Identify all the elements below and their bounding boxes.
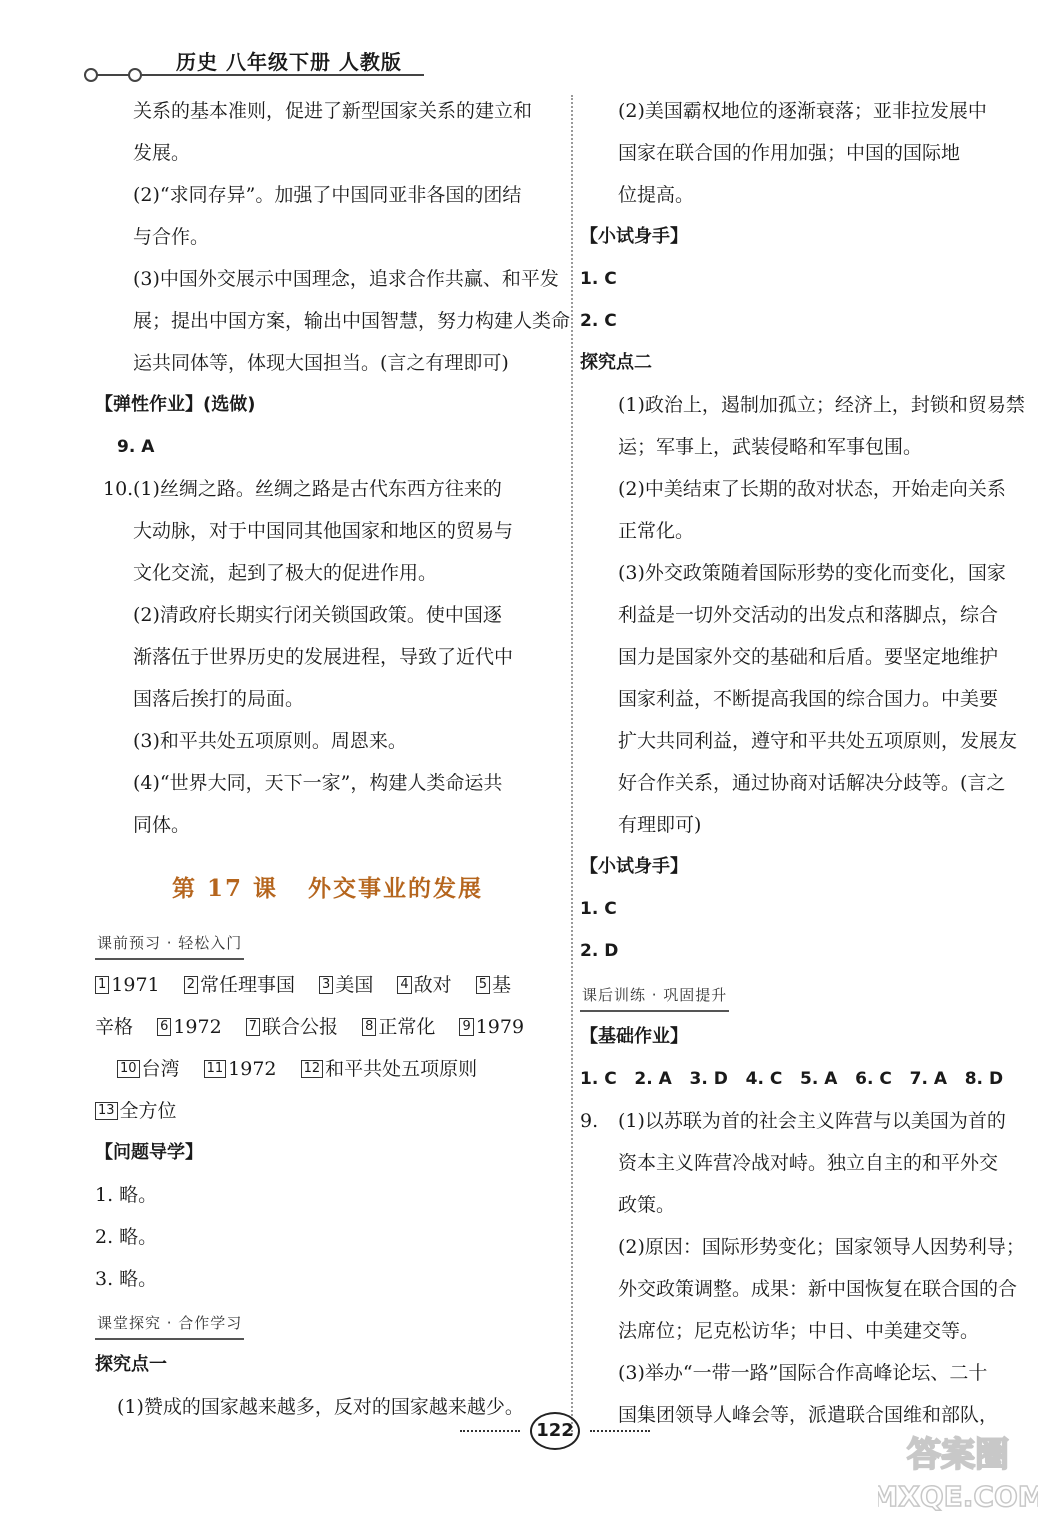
lesson-name: 外交事业的发展 <box>308 875 484 902</box>
blank-answer: 和平共处五项原则 <box>325 1058 478 1080</box>
blank-number-box: 7 <box>246 1018 260 1036</box>
text-line: (1)政治上，遏制加孤立；经济上，封锁和贸易禁 <box>618 394 1025 416</box>
footer-dots <box>460 1430 520 1432</box>
text-line: 国家在联合国的作用加强；中国的国际地 <box>618 142 961 164</box>
answer-line: 3. 略。 <box>95 1268 158 1290</box>
watermark-brand: 答案圈 <box>907 1435 1009 1475</box>
blank-answer: 1972 <box>228 1058 277 1080</box>
text-line: (2)中美结束了长期的敌对状态，开始走向关系 <box>618 478 1006 500</box>
section-heading: 【小试身手】 <box>580 856 688 877</box>
blank-number-box: 12 <box>301 1060 324 1078</box>
blank-number-box: 3 <box>319 976 333 994</box>
text-line: 文化交流，起到了极大的促进作用。 <box>133 562 438 584</box>
blank-answer: 全方位 <box>119 1100 177 1122</box>
text-line: 渐落伍于世界历史的发展进程，导致了近代中 <box>133 646 514 668</box>
text-line: 政策。 <box>618 1194 676 1216</box>
section-tag-classroom <box>95 1300 560 1344</box>
page-number: 122 <box>530 1412 580 1450</box>
blank-answer: 美国 <box>335 974 374 996</box>
blank-number-box: 10 <box>117 1060 140 1078</box>
blank-answer: 常任理事国 <box>199 974 295 996</box>
question-number: 10. <box>103 478 134 500</box>
blank-answer: 正常化 <box>378 1016 436 1038</box>
section-heading: 探究点二 <box>580 352 652 373</box>
column-divider <box>571 95 573 1435</box>
section-tag-homework <box>580 972 1030 1016</box>
blank-answer: 联合公报 <box>262 1016 339 1038</box>
blank-number-box: 1 <box>95 976 109 994</box>
page-footer <box>460 1410 650 1450</box>
blank-number-box: 9 <box>459 1018 473 1036</box>
section-tag-label: 课前预习 · 轻松入门 <box>95 928 244 960</box>
page-header <box>72 40 432 90</box>
text-line: 同体。 <box>133 814 191 836</box>
text-line: 位提高。 <box>618 184 695 206</box>
text-line <box>580 1100 1030 1142</box>
answer-line: 2. C <box>580 311 617 331</box>
header-title: 历史 八年级下册 人教版 <box>176 50 402 74</box>
text-line: 好合作关系，通过协商对话解决分歧等。(言之 <box>618 772 1006 794</box>
answer-line: 2. 略。 <box>95 1226 158 1248</box>
blank-number-box: 4 <box>397 976 411 994</box>
text-line: (3)举办“一带一路”国际合作高峰论坛、二十 <box>618 1362 988 1384</box>
blank-answer: 台湾 <box>141 1058 180 1080</box>
section-heading: 【弹性作业】(选做) <box>95 394 256 415</box>
text-line: (2)美国霸权地位的逐渐衰落；亚非拉发展中 <box>618 100 987 122</box>
text-line: (2)“求同存异”。加强了中国同亚非各国的团结 <box>133 184 522 206</box>
text-line: 资本主义阵营冷战对峙。独立自主的和平外交 <box>618 1152 999 1174</box>
answer-line: 2. D <box>580 941 619 961</box>
text-line: 利益是一切外交活动的出发点和落脚点，综合 <box>618 604 999 626</box>
section-heading: 【基础作业】 <box>580 1026 688 1047</box>
blank-answer: 1971 <box>111 974 160 996</box>
text-line: 法席位；尼克松访华；中日、中美建交等。 <box>618 1320 980 1342</box>
text-line: 国力是国家外交的基础和后盾。要坚定地维护 <box>618 646 999 668</box>
answer-line: 9. A <box>117 437 155 457</box>
blank-number-box: 8 <box>362 1018 376 1036</box>
answer-line: 1. 略。 <box>95 1184 158 1206</box>
fill-blank-line <box>95 1006 560 1048</box>
watermark-url: MXQE.COM <box>878 1480 1038 1513</box>
text-line: 与合作。 <box>133 226 210 248</box>
text-line: 国落后挨打的局面。 <box>133 688 305 710</box>
answer-line: 1. C <box>580 269 617 289</box>
blank-answer: 1972 <box>173 1016 222 1038</box>
section-heading: 【问题导学】 <box>95 1142 203 1163</box>
text-line <box>95 468 560 510</box>
blank-answer: 辛格 <box>95 1016 134 1038</box>
fill-blank-line <box>95 1048 560 1090</box>
section-tag-label: 课后训练 · 巩固提升 <box>580 980 729 1012</box>
blank-answer: 敌对 <box>413 974 452 996</box>
fill-blank-line <box>95 1090 560 1132</box>
text-line: 运；军事上，武装侵略和军事包围。 <box>618 436 923 458</box>
blank-number-box: 11 <box>204 1060 227 1078</box>
text-line: 正常化。 <box>618 520 695 542</box>
text-line: (1)赞成的国家越来越多，反对的国家越来越少。 <box>117 1396 524 1418</box>
section-tag-preview <box>95 920 560 964</box>
section-tag-label: 课堂探究 · 合作学习 <box>95 1308 244 1340</box>
text-line: (3)外交政策随着国际形势的变化而变化，国家 <box>618 562 1006 584</box>
text-line: 有理即可) <box>618 814 702 836</box>
text-line: 大动脉，对于中国同其他国家和地区的贸易与 <box>133 520 514 542</box>
header-ornament-dot <box>84 68 98 82</box>
blank-answer: 1979 <box>475 1016 525 1038</box>
right-column <box>580 90 1030 1436</box>
text-line: (2)原因：国际形势变化；国家领导人因势利导； <box>618 1236 1025 1258</box>
fill-blank-line <box>95 964 560 1006</box>
section-heading: 探究点一 <box>95 1354 167 1375</box>
question-number: 9. <box>580 1110 599 1132</box>
section-heading: 【小试身手】 <box>580 226 688 247</box>
text-line: 扩大共同利益，遵守和平共处五项原则，发展友 <box>618 730 1018 752</box>
blank-number-box: 2 <box>184 976 198 994</box>
blank-number-box: 5 <box>476 976 490 994</box>
text-line: (3)中国外交展示中国理念，追求合作共赢、和平发 <box>133 268 559 290</box>
blank-number-box: 6 <box>157 1018 171 1036</box>
answer-line: 1. C 2. A 3. D 4. C 5. A 6. C 7. A 8. D <box>580 1069 1004 1089</box>
text-line: 国家利益，不断提高我国的综合国力。中美要 <box>618 688 999 710</box>
header-ornament-dot <box>128 68 142 82</box>
text-line: 展；提出中国方案，输出中国智慧，努力构建人类命 <box>133 310 571 332</box>
text-line: 国集团领导人峰会等，派遣联合国维和部队， <box>618 1404 999 1426</box>
text-line: 外交政策调整。成果：新中国恢复在联合国的合 <box>618 1278 1018 1300</box>
footer-dots <box>590 1430 650 1432</box>
answer-line: 1. C <box>580 899 617 919</box>
watermark-logo <box>878 1426 1038 1516</box>
text-line: 运共同体等，体现大国担当。(言之有理即可) <box>133 352 509 374</box>
text-line-content: (1)以苏联为首的社会主义阵营与以美国为首的 <box>618 1110 1006 1132</box>
text-line: 发展。 <box>133 142 191 164</box>
blank-answer: 基 <box>492 974 512 996</box>
watermark-graphic <box>878 1426 1038 1516</box>
lesson-title <box>95 846 560 920</box>
lesson-number: 第 17 课 <box>171 875 279 902</box>
blank-number-box: 13 <box>95 1102 118 1120</box>
text-line: (2)清政府长期实行闭关锁国政策。使中国逐 <box>133 604 502 626</box>
text-line: (3)和平共处五项原则。周恩来。 <box>133 730 407 752</box>
text-line: (4)“世界大同，天下一家”，构建人类命运共 <box>133 772 503 794</box>
left-column <box>95 90 571 1428</box>
text-line: 关系的基本准则，促进了新型国家关系的建立和 <box>133 100 533 122</box>
text-line-content: (1)丝绸之路。丝绸之路是古代东西方往来的 <box>133 478 502 500</box>
